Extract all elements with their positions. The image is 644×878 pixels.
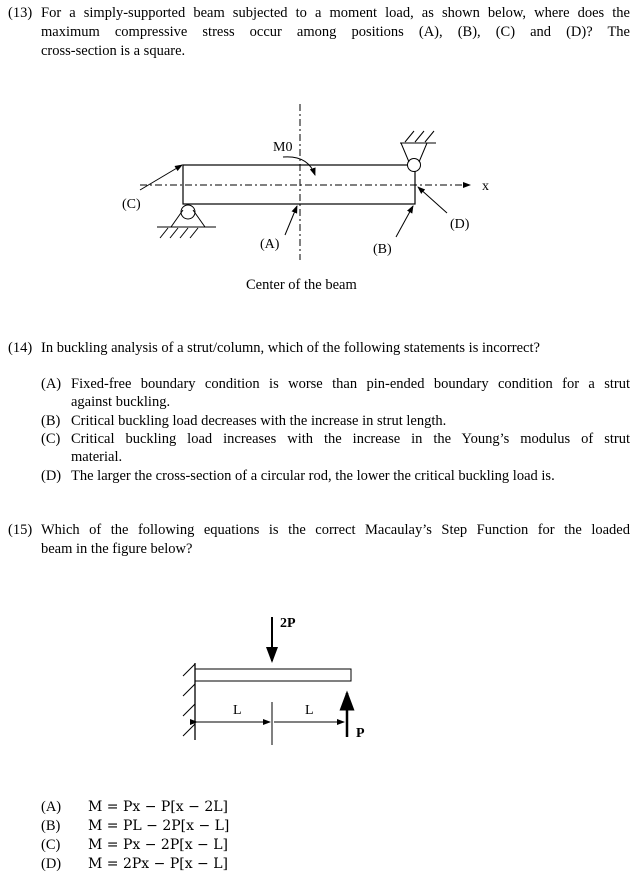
q13-text-line: maximum compressive stress occur among positions (A), (B), (C) and (D)? The: [41, 24, 630, 40]
q14-question: In buckling analysis of a strut/column, which of the following statements is incorrect?: [41, 340, 540, 356]
q15-option-letter: (C): [41, 837, 61, 853]
pin-support-left: [157, 205, 216, 238]
q14-option-letter: (D): [41, 468, 62, 484]
label-c: (C): [122, 197, 141, 212]
length-label-1: L: [233, 703, 242, 718]
q15-option-letter: (B): [41, 818, 61, 834]
label-a: (A): [260, 237, 280, 252]
q14-option-letter: (C): [41, 431, 61, 447]
label-d: (D): [450, 217, 470, 232]
q14-option-text: material.: [71, 449, 123, 465]
q13-text-line: cross-section is a square.: [41, 43, 186, 59]
arrow-d: [418, 187, 447, 213]
q15-option-equation: M = PL − 2P[x − L]: [88, 818, 230, 834]
arrow-b: [396, 206, 413, 237]
q15-text-line: beam in the figure below?: [41, 541, 193, 557]
q13-text-line: For a simply-supported beam subjected to a moment load, as shown below, where does the: [41, 5, 630, 21]
q14-number: (14): [8, 340, 33, 356]
q14-option-text: The larger the cross-section of a circular rod, the lower the critical buckling load is.: [71, 468, 555, 484]
q14-option-text: Critical buckling load increases with the increase in the Young’s modulus of strut: [71, 431, 630, 447]
load-2p-label: 2P: [280, 616, 296, 631]
x-axis-label: x: [482, 179, 489, 194]
arrow-c: [140, 165, 182, 190]
q15-cantilever-figure: [183, 617, 351, 745]
q13-number: (13): [8, 5, 33, 21]
q14-option-text: Critical buckling load decreases with the increase in strut length.: [71, 413, 447, 429]
label-b: (B): [373, 242, 392, 257]
q15-option-equation: M = Px − P[x − 2L]: [88, 799, 228, 815]
q15-text-line: Which of the following equations is the correct Macaulay’s Step Function for the loaded: [41, 522, 630, 538]
q14-option-letter: (A): [41, 376, 62, 392]
load-p-label: P: [356, 726, 365, 741]
q15-option-equation: M = 2Px − P[x − L]: [88, 856, 228, 872]
q14-option-text: against buckling.: [71, 394, 171, 410]
arrow-a: [285, 206, 297, 235]
q15-option-letter: (A): [41, 799, 62, 815]
moment-label: M0: [273, 140, 293, 155]
q15-option-letter: (D): [41, 856, 62, 872]
q14-option-text: Fixed-free boundary condition is worse than pin-ended boundary condition for a strut: [71, 376, 630, 392]
q15-number: (15): [8, 522, 33, 538]
q15-option-equation: M = Px − 2P[x − L]: [88, 837, 228, 853]
length-label-2: L: [305, 703, 314, 718]
q14-option-letter: (B): [41, 413, 61, 429]
moment-arrow: [283, 157, 315, 175]
figure-caption: Center of the beam: [246, 277, 357, 293]
